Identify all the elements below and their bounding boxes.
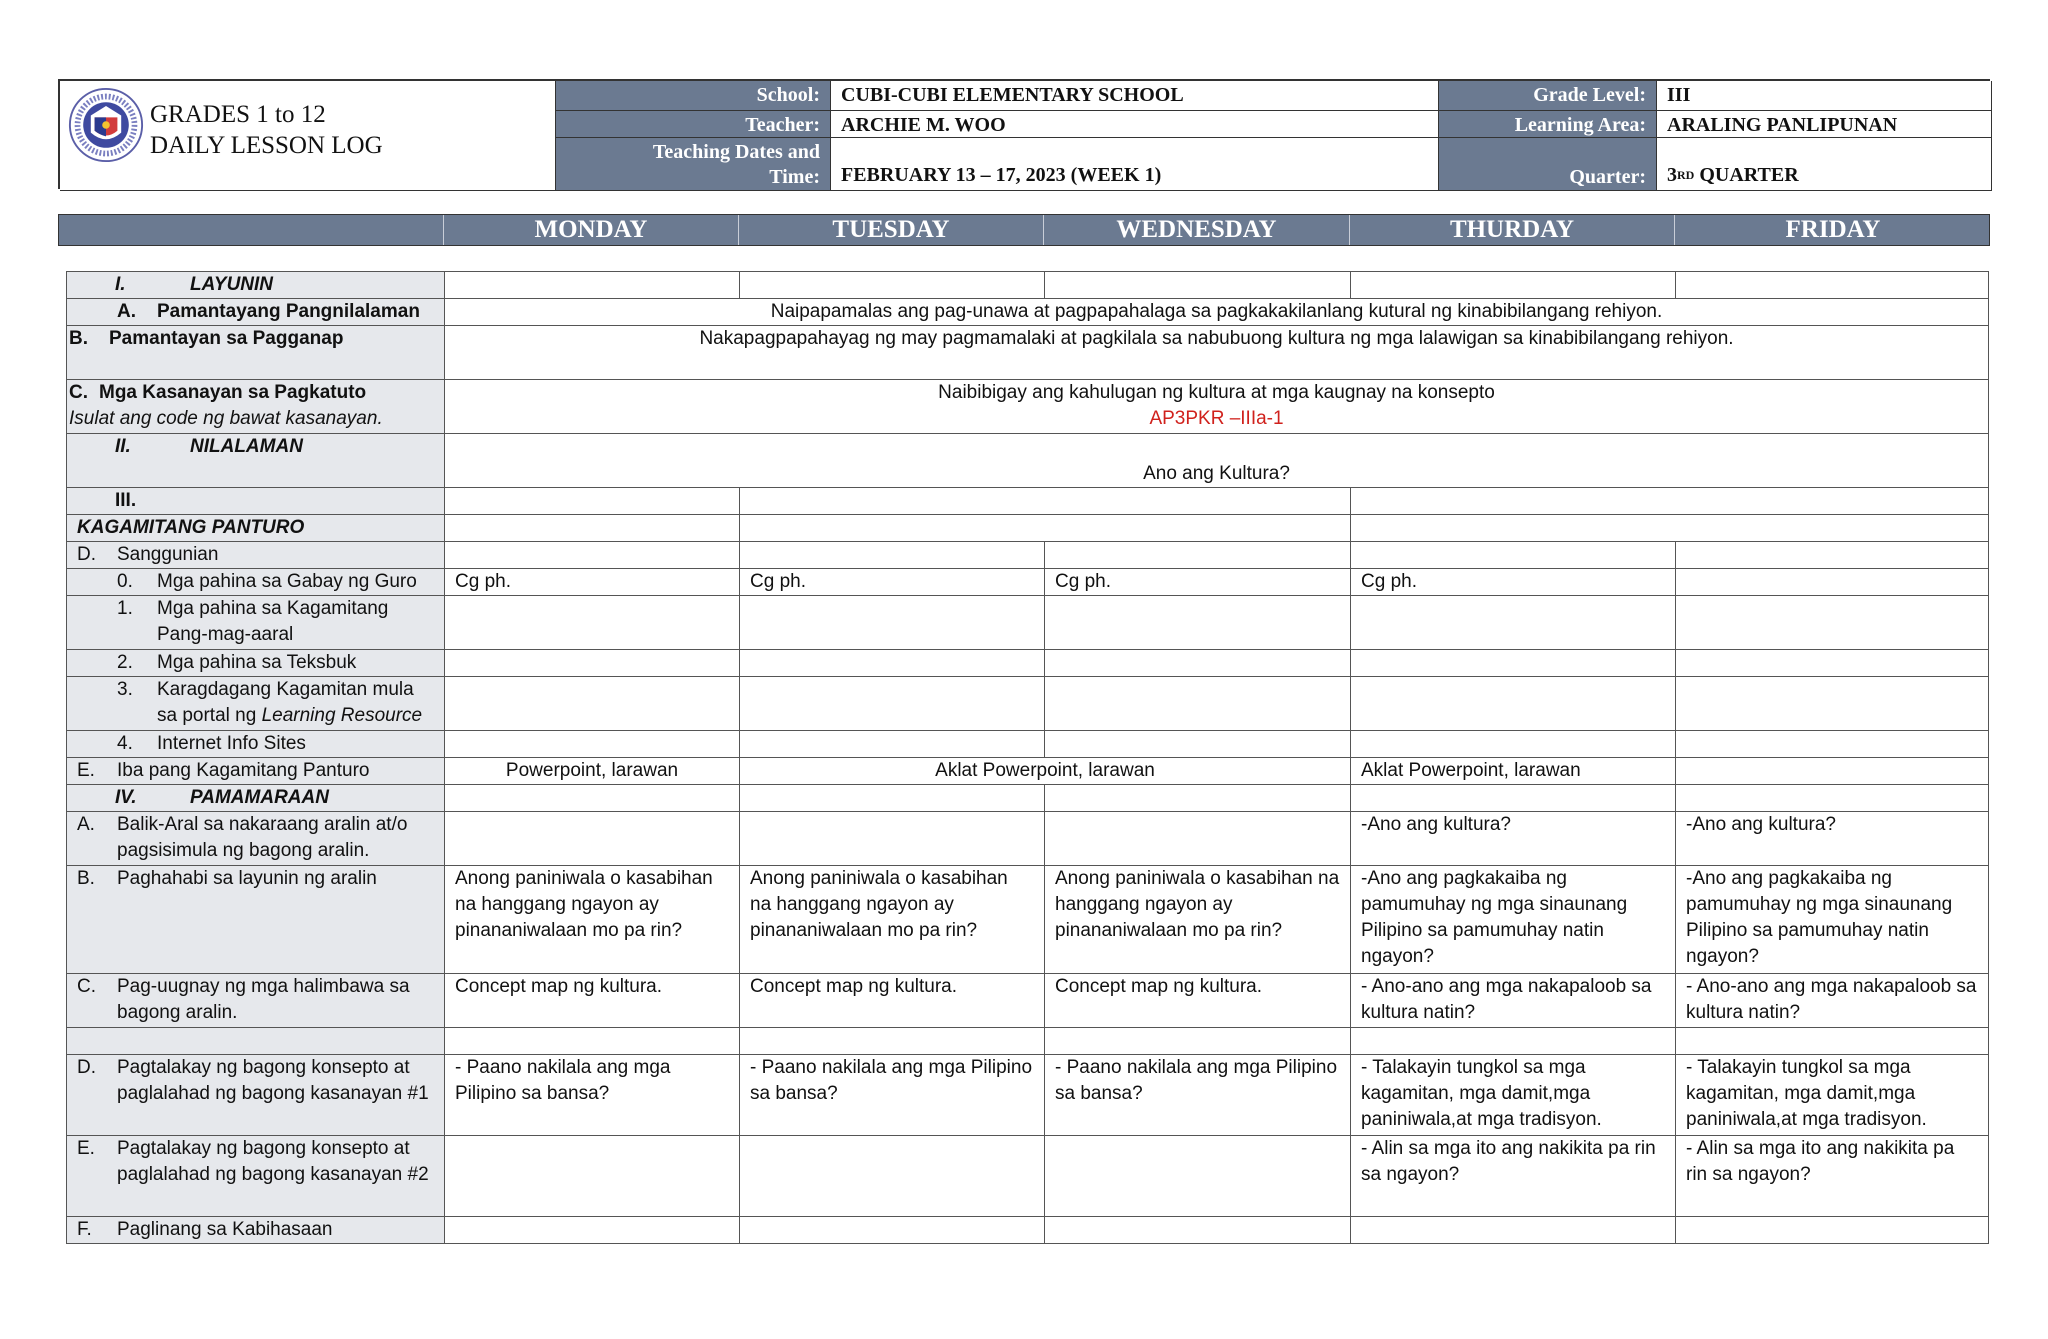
pagtalakay-2-tuesday [740, 1136, 1045, 1217]
pamantayan-sa-pagganap-label: B. Pamantayan sa Pagganap [67, 326, 445, 380]
paghahabi-tuesday: Anong paniniwala o kasabihan na hanggang ngayon ay pinananiwalaan mo pa rin? [740, 866, 1045, 974]
pagtalakay-2-thursday: - Alin sa mga ito ang nakikita pa rin sa ngayon? [1351, 1136, 1676, 1217]
learning-area-label: Learning Area: [1439, 111, 1657, 138]
table-row [67, 569, 1989, 596]
teaching-dates-value: FEBRUARY 13 – 17, 2023 (WEEK 1) [831, 138, 1439, 191]
logo-title-line2: DAILY LESSON LOG [150, 132, 383, 159]
quarter-superscript: RD [1677, 168, 1695, 182]
teaching-dates-label-line1: Teaching Dates and [652, 141, 820, 163]
iba-pang-kagamitan-label: E. Iba pang Kagamitang Panturo [67, 758, 445, 785]
gabay-thursday: Cg ph. [1351, 569, 1676, 596]
section-layunin: I. LAYUNIN [67, 272, 445, 299]
pagtalakay-2-label: E. Pagtalakay ng bagong konsepto at paglalahad ng bagong kasanayan #2 [67, 1136, 445, 1217]
table-row [67, 866, 1989, 974]
iba-pang-kagamitan-thursday: Aklat Powerpoint, larawan [1351, 758, 1676, 785]
sanggunian-label: D. Sanggunian [67, 542, 445, 569]
gabay-friday [1676, 569, 1989, 596]
table-row [67, 650, 1989, 677]
kagamitang-mag-aaral-label: 1. Mga pahina sa Kagamitang Pang-mag-aaral [67, 596, 445, 650]
balik-aral-friday: -Ano ang kultura? [1676, 812, 1989, 866]
balik-aral-label: A. Balik-Aral sa nakaraang aralin at/o pagsisimula ng bagong aralin. [67, 812, 445, 866]
day-friday: FRIDAY [1785, 216, 1881, 243]
pagtalakay-1-tuesday: - Paano nakilala ang mga Pilipino sa bansa? [740, 1055, 1045, 1136]
section-pamamaraan: IV. PAMAMARAAN [67, 785, 445, 812]
balik-aral-tuesday [740, 812, 1045, 866]
table-row [67, 731, 1989, 758]
paghahabi-thursday: -Ano ang pagkakaiba ng pamumuhay ng mga sinaunang Pilipino sa pamumuhay natin ngayon? [1351, 866, 1676, 974]
pag-uugnay-wednesday: Concept map ng kultura. [1045, 974, 1351, 1028]
table-row [67, 812, 1989, 866]
lesson-log-header [58, 79, 1990, 189]
kasanayan-label: C. Mga Kasanayan sa Pagkatuto Isulat ang code ng bawat kasanayan. [67, 380, 445, 434]
gabay-tuesday: Cg ph. [740, 569, 1045, 596]
iba-pang-kagamitan-monday: Powerpoint, larawan [445, 758, 740, 785]
pagtalakay-1-monday: - Paano nakilala ang mga Pilipino sa bansa? [445, 1055, 740, 1136]
table-row [67, 1028, 1989, 1055]
deped-seal-icon [68, 87, 144, 163]
logo-block [60, 81, 556, 191]
day-tuesday: TUESDAY [739, 215, 1044, 245]
learning-resource-label: 3. Karagdagang Kagamitan mula sa portal ng Learning Resource [67, 677, 445, 731]
school-value: CUBI-CUBI ELEMENTARY SCHOOL [831, 81, 1439, 111]
kasanayan-code: AP3PKR –IIIa-1 [1149, 408, 1284, 429]
pag-uugnay-monday: Concept map ng kultura. [445, 974, 740, 1028]
pagtalakay-1-friday: - Talakayin tungkol sa mga kagamitan, mga damit,mga paniniwala,at mga tradisyon. [1676, 1055, 1989, 1136]
kasanayan-sublabel: Isulat ang code ng bawat kasanayan. [69, 408, 383, 429]
weekday-blank [59, 215, 444, 245]
balik-aral-thursday: -Ano ang kultura? [1351, 812, 1676, 866]
teaching-dates-label [556, 138, 831, 191]
section-kagamitang-panturo: KAGAMITANG PANTURO [67, 515, 445, 542]
table-row [67, 488, 1989, 515]
balik-aral-monday [445, 812, 740, 866]
teacher-value: ARCHIE M. WOO [831, 111, 1439, 138]
table-row [67, 1136, 1989, 1217]
logo-title-line1: GRADES 1 to 12 [150, 101, 326, 128]
weekday-header-bar [58, 214, 1990, 246]
pagtalakay-2-friday: - Alin sa mga ito ang nakikita pa rin sa ngayon? [1676, 1136, 1989, 1217]
pagtalakay-1-wednesday: - Paano nakilala ang mga Pilipino sa bansa? [1045, 1055, 1351, 1136]
table-row [67, 380, 1989, 434]
paghahabi-monday: Anong paniniwala o kasabihan na hanggang ngayon ay pinananiwalaan mo pa rin? [445, 866, 740, 974]
quarter-value [1657, 138, 1992, 191]
table-row [67, 515, 1989, 542]
table-row [67, 542, 1989, 569]
pag-uugnay-thursday: - Ano-ano ang mga nakapaloob sa kultura natin? [1351, 974, 1676, 1028]
pag-uugnay-tuesday: Concept map ng kultura. [740, 974, 1045, 1028]
table-row [67, 758, 1989, 785]
table-row [67, 326, 1989, 380]
pamantayang-pangnilalaman-label: A. Pamantayang Pangnilalaman [67, 299, 445, 326]
lesson-plan-table [66, 271, 1989, 1244]
iba-pang-kagamitan-tue-wed: Aklat Powerpoint, larawan [740, 758, 1351, 785]
quarter-number: 3 [1667, 164, 1677, 186]
teacher-label: Teacher: [556, 111, 831, 138]
table-row [67, 1217, 1989, 1244]
kasanayan-text: Naibibigay ang kahulugan ng kultura at mga kaugnay na konsepto [938, 382, 1495, 403]
grade-level-value: III [1657, 81, 1992, 111]
paghahabi-wednesday: Anong paniniwala o kasabihan na hanggang ngayon ay pinananiwalaan mo pa rin? [1045, 866, 1351, 974]
pamantayan-sa-pagganap-value: Nakapagpapahayag ng may pagmamalaki at pagkilala sa nabubuong kultura ng mga lalawigan sa kinabibilangang rehiyon. [445, 326, 1989, 380]
table-row [67, 596, 1989, 650]
table-row [67, 677, 1989, 731]
day-wednesday: WEDNESDAY [1044, 215, 1350, 245]
paghahabi-label: B. Paghahabi sa layunin ng aralin [67, 866, 445, 974]
table-row [67, 1055, 1989, 1136]
quarter-word: QUARTER [1694, 164, 1799, 186]
table-row [67, 299, 1989, 326]
quarter-label [1439, 138, 1657, 191]
school-label: School: [556, 81, 831, 111]
day-thursday: THURDAY [1350, 215, 1675, 245]
gabay-ng-guro-label: 0. Mga pahina sa Gabay ng Guro [67, 569, 445, 596]
pag-uugnay-friday: - Ano-ano ang mga nakapaloob sa kultura natin? [1676, 974, 1989, 1028]
quarter-label-text: Quarter: [1569, 166, 1646, 188]
pagtalakay-1-label: D. Pagtalakay ng bagong konsepto at paglalahad ng bagong kasanayan #1 [67, 1055, 445, 1136]
balik-aral-wednesday [1045, 812, 1351, 866]
pamantayang-pangnilalaman-value: Naipapamalas ang pag-unawa at pagpapahalaga sa pagkakakilanlang kutural ng kinabibilangang rehiyon. [445, 299, 1989, 326]
table-row [67, 272, 1989, 299]
grade-level-label: Grade Level: [1439, 81, 1657, 111]
section-iii: III. [67, 488, 445, 515]
teksbuk-label: 2. Mga pahina sa Teksbuk [67, 650, 445, 677]
kasanayan-value [445, 380, 1989, 434]
gabay-monday: Cg ph. [445, 569, 740, 596]
day-monday: MONDAY [444, 215, 739, 245]
paghahabi-friday: -Ano ang pagkakaiba ng pamumuhay ng mga sinaunang Pilipino sa pamumuhay natin ngayon? [1676, 866, 1989, 974]
learning-area-value: ARALING PANLIPUNAN [1657, 111, 1992, 138]
table-row [67, 974, 1989, 1028]
paglinang-label: F. Paglinang sa Kabihasaan [67, 1217, 445, 1244]
pagtalakay-2-monday [445, 1136, 740, 1217]
nilalaman-value: Ano ang Kultura? [445, 434, 1989, 488]
teaching-dates-label-line2: Time: [769, 166, 820, 188]
pagtalakay-1-thursday: - Talakayin tungkol sa mga kagamitan, mga damit,mga paniniwala,at mga tradisyon. [1351, 1055, 1676, 1136]
pag-uugnay-label: C. Pag-uugnay ng mga halimbawa sa bagong aralin. [67, 974, 445, 1028]
gabay-wednesday: Cg ph. [1045, 569, 1351, 596]
table-row [67, 785, 1989, 812]
section-nilalaman: II. NILALAMAN [67, 434, 445, 488]
internet-info-sites-label: 4. Internet Info Sites [67, 731, 445, 758]
pagtalakay-2-wednesday [1045, 1136, 1351, 1217]
table-row [67, 434, 1989, 488]
